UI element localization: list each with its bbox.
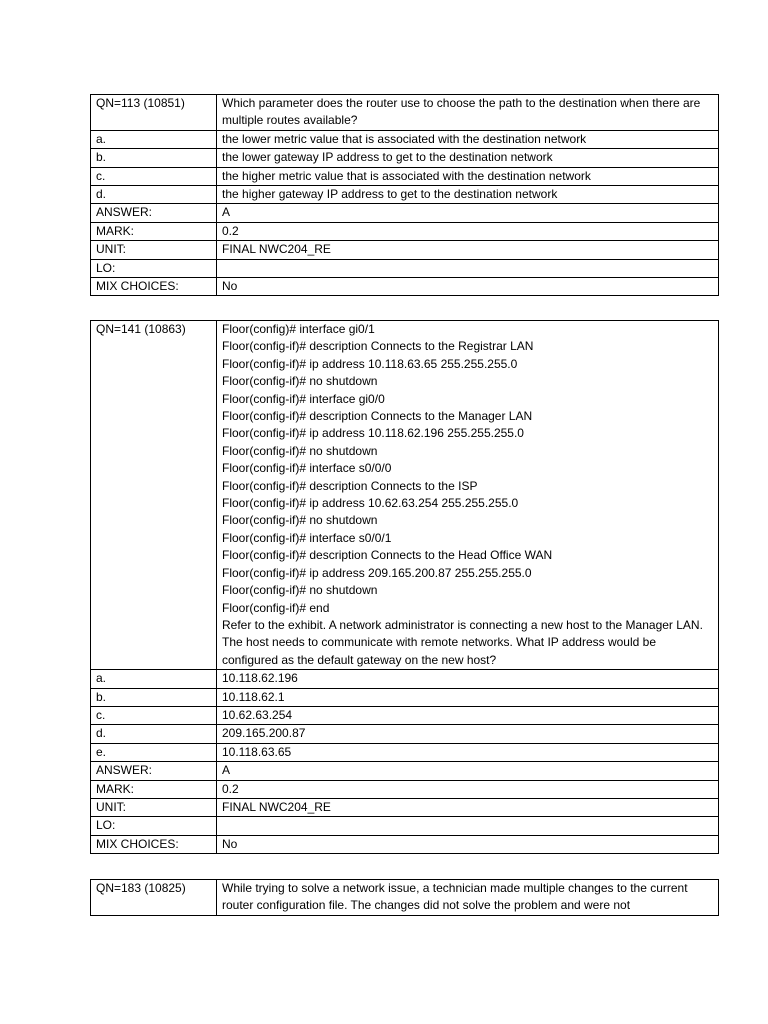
config-line: Floor(config-if)# interface gi0/0: [222, 391, 385, 406]
answer-row: [91, 762, 719, 780]
unit-row: [91, 798, 719, 816]
question-header-row: [91, 321, 719, 670]
choice-text: the higher gateway IP address to get to the destination network: [217, 186, 719, 204]
choice-row: [91, 186, 719, 204]
choice-text: 10.118.63.65: [217, 743, 719, 761]
choice-text: 10.62.63.254: [217, 706, 719, 724]
meta-value: 0.2: [217, 780, 719, 798]
meta-value: A: [217, 204, 719, 222]
meta-key: MARK:: [91, 222, 217, 240]
meta-value: A: [217, 762, 719, 780]
choice-text: 10.118.62.196: [217, 670, 719, 688]
choice-letter: d.: [91, 725, 217, 743]
meta-key: MIX CHOICES:: [91, 278, 217, 296]
config-line: Floor(config-if)# ip address 10.62.63.254 255.255.255.0: [222, 496, 519, 511]
mix-choices-row: [91, 835, 719, 853]
choice-text: the lower gateway IP address to get to the destination network: [217, 149, 719, 167]
meta-key: UNIT:: [91, 241, 217, 259]
choice-letter: c.: [91, 167, 217, 185]
question-header-row: [91, 880, 719, 916]
lo-row: [91, 817, 719, 835]
choice-text: the higher metric value that is associated with the destination network: [217, 167, 719, 185]
choice-letter: b.: [91, 149, 217, 167]
config-line: Floor(config-if)# ip address 10.118.63.65 255.255.255.0: [222, 356, 518, 371]
question-stem: [217, 321, 719, 670]
mark-row: [91, 222, 719, 240]
choice-text: the lower metric value that is associated with the destination network: [217, 130, 719, 148]
question-141-table: [90, 320, 719, 854]
question-183-table: [90, 879, 719, 916]
choice-text: 10.118.62.1: [217, 688, 719, 706]
config-line: Floor(config-if)# no shutdown: [222, 583, 378, 598]
choice-row: [91, 130, 719, 148]
choice-letter: a.: [91, 130, 217, 148]
config-line: Floor(config-if)# ip address 10.118.62.196 255.255.255.0: [222, 426, 524, 441]
choice-letter: e.: [91, 743, 217, 761]
question-number: QN=141 (10863): [91, 321, 217, 670]
question-number: QN=113 (10851): [91, 95, 217, 131]
meta-value: FINAL NWC204_RE: [217, 241, 719, 259]
config-line: Floor(config-if)# description Connects to the Head Office WAN: [222, 548, 553, 563]
meta-value: 0.2: [217, 222, 719, 240]
config-line: Floor(config-if)# no shutdown: [222, 374, 378, 389]
choice-row: [91, 725, 719, 743]
lo-row: [91, 259, 719, 277]
question-text: Refer to the exhibit. A network administrator is connecting a new host to the Manager LAN. The host needs to communicate with remote networks. What IP address would be configured as the default gateway on the new host?: [222, 617, 703, 667]
choice-row: [91, 149, 719, 167]
config-line: Floor(config)# interface gi0/1: [222, 322, 375, 336]
config-line: Floor(config-if)# description Connects to the ISP: [222, 478, 478, 493]
choice-text: 209.165.200.87: [217, 725, 719, 743]
mix-choices-row: [91, 278, 719, 296]
answer-row: [91, 204, 719, 222]
meta-key: ANSWER:: [91, 762, 217, 780]
config-line: Floor(config-if)# description Connects to the Registrar LAN: [222, 339, 534, 354]
config-line: Floor(config-if)# end: [222, 600, 330, 615]
meta-key: LO:: [91, 259, 217, 277]
choice-row: [91, 688, 719, 706]
meta-value: FINAL NWC204_RE: [217, 798, 719, 816]
choice-row: [91, 167, 719, 185]
config-line: Floor(config-if)# description Connects to the Manager LAN: [222, 409, 533, 424]
config-line: Floor(config-if)# interface s0/0/0: [222, 461, 392, 476]
choice-row: [91, 670, 719, 688]
choice-letter: a.: [91, 670, 217, 688]
config-line: Floor(config-if)# interface s0/0/1: [222, 530, 392, 545]
meta-value: [217, 259, 719, 277]
question-header-row: [91, 95, 719, 131]
meta-value: No: [217, 278, 719, 296]
choice-row: [91, 743, 719, 761]
question-113-table: [90, 94, 719, 296]
question-number: QN=183 (10825): [91, 880, 217, 916]
choice-letter: d.: [91, 186, 217, 204]
meta-key: MARK:: [91, 780, 217, 798]
meta-key: ANSWER:: [91, 204, 217, 222]
meta-key: MIX CHOICES:: [91, 835, 217, 853]
choice-letter: b.: [91, 688, 217, 706]
question-stem: Which parameter does the router use to choose the path to the destination when there are multiple routes available?: [217, 95, 719, 131]
meta-key: LO:: [91, 817, 217, 835]
config-line: Floor(config-if)# no shutdown: [222, 513, 378, 528]
unit-row: [91, 241, 719, 259]
config-line: Floor(config-if)# ip address 209.165.200.87 255.255.255.0: [222, 565, 532, 580]
question-stem: While trying to solve a network issue, a technician made multiple changes to the current router configuration file. The changes did not solve the problem and were not: [217, 880, 719, 916]
choice-letter: c.: [91, 706, 217, 724]
meta-key: UNIT:: [91, 798, 217, 816]
meta-value: [217, 817, 719, 835]
choice-row: [91, 706, 719, 724]
config-line: Floor(config-if)# no shutdown: [222, 443, 378, 458]
meta-value: No: [217, 835, 719, 853]
mark-row: [91, 780, 719, 798]
